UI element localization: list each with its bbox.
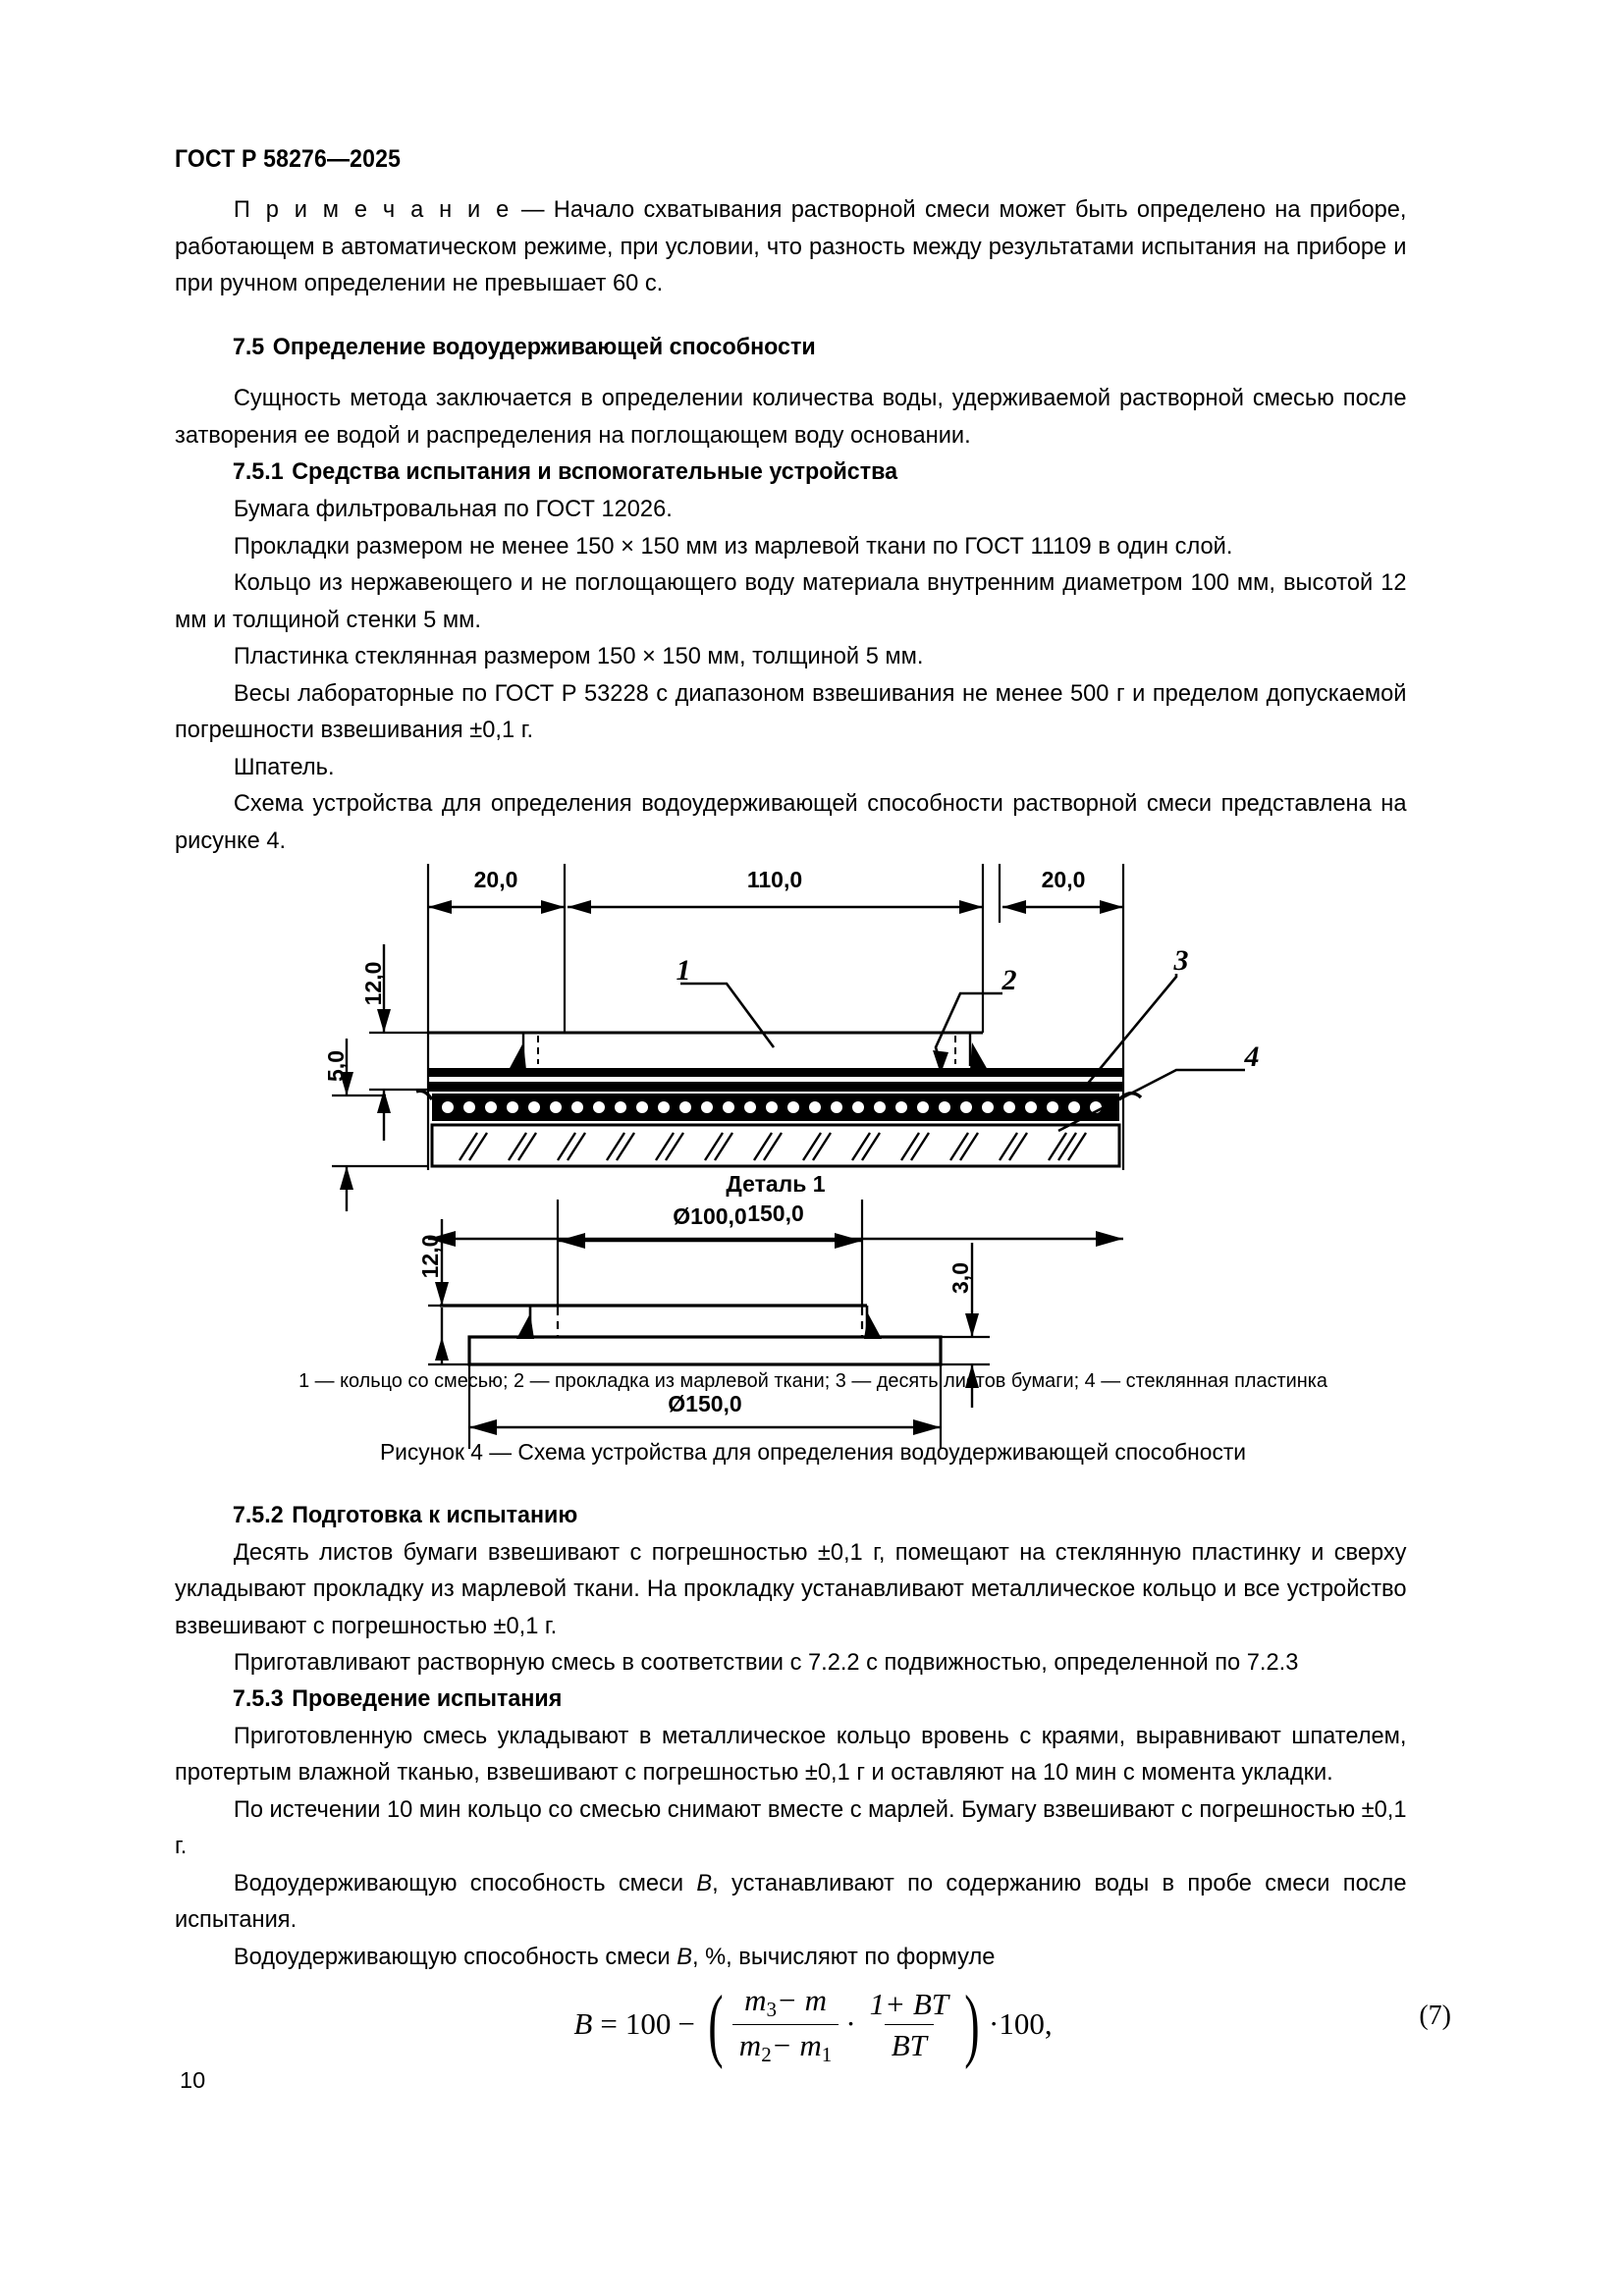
callout-4: 4 [1244,1041,1260,1073]
section-752-number: 7.5.2 [232,1502,284,1528]
section-751-number: 7.5.1 [232,458,284,485]
section-753-para-1: Приготовленную смесь укладывают в металлическое кольцо вровень с краями, выравнивают шпателем, протертым влажной тканью, взвешивают с погрешностью ±0,1 г и оставляют на 10 мин с момента укладки. [175,1722,1407,1786]
glass-plate [432,1125,1119,1166]
detail-arrow-150-right [913,1419,941,1435]
section-75-title: Определение водоудерживающей способности [272,334,816,360]
section-752-block [175,1497,1451,1682]
gauze-layer-2 [428,1082,1123,1092]
section-75-block [175,329,1451,366]
equation-number: (7) [1419,2001,1451,2031]
arrow-left-3 [1002,900,1026,914]
arrow-12-up [377,1090,391,1113]
formula-paren-close: ) [964,1978,980,2070]
arrow-left-1 [428,900,452,914]
formula-fraction-1 [732,1983,839,2067]
section-752-para-1: Десять листов бумаги взвешивают с погрешностью ±0,1 г, помещают на стеклянную пластинку и сверху укладывают прокладку из марлевой ткани. На прокладку устанавливают металлическое кольцо и все устройство взвешивают с погрешностью ±0,1 г. [175,1538,1407,1639]
section-753-title: Проведение испытания [292,1685,563,1712]
equipment-item-paper: Бумага фильтровальная по ГОСТ 12026. [233,496,673,522]
note-text: Начало схватывания растворной смеси может быть определено на приборе, работающем в автоматическом режиме, при условии, что разность между результатами испытания на приборе и при ручном определении не превышает 60 с. [175,196,1407,296]
fraction-1-denominator [732,2024,839,2067]
section-753-number: 7.5.3 [232,1685,284,1712]
formula-7 [175,1978,1451,2070]
num1-subscript: 3 [766,1998,777,2021]
formula-equals: = [600,2006,618,2041]
gauze-layer [428,1068,1123,1077]
detail-arrow-150-left [469,1419,497,1435]
equipment-item-spatula: Шпатель. [233,753,335,780]
section-753-para-2: По истечении 10 мин кольцо со смесью снимают вместе с марлей. Бумагу взвешивают с погрешностью ±0,1 г. [175,1795,1407,1859]
num1-m: m [744,1983,767,2018]
para4-post: , %, вычисляют по формуле [691,1943,996,1970]
section-753-para-4 [175,1939,1407,1976]
callout-1: 1 [676,954,691,987]
den1-m: m [738,2028,762,2062]
formula-lhs: B [573,2006,593,2041]
section-753-para-3 [175,1865,1407,1939]
arrow-150-right [1096,1231,1123,1247]
leader-line-3 [1086,974,1176,1086]
section-751-items [175,491,1451,859]
formula-tail: ·100, [989,2006,1053,2041]
detail-arrow-100-left [558,1233,585,1249]
fraction-1-numerator [737,1983,834,2024]
arrow-right-3 [1100,900,1123,914]
formula-row [175,1978,1451,2070]
formula-minus: − [677,2006,695,2041]
callout-3: 3 [1173,944,1189,977]
section-75-intro-block [175,380,1451,454]
equipment-item-ring: Кольцо из нержавеющего и не поглощающего воду материала внутренним диаметром 100 мм, высотой 12 мм и толщиной стенки 5 мм. [175,569,1407,633]
para3-pre: Водоудерживающую способность смеси [233,1869,697,1896]
num2-text: 1+ BT [869,1987,949,2021]
dim-label-110: 110,0 [746,867,803,892]
dim-label-height-12: 12,0 [360,961,386,1006]
note-label: П р и м е ч а н и е [233,196,513,223]
den1-subscript-2: 1 [821,2042,833,2066]
section-751-heading [175,454,1387,491]
section-752-title: Подготовка к испытанию [292,1502,578,1528]
section-75-heading [175,329,1387,366]
page-header-standard-number: ГОСТ Р 58276—2025 [175,145,402,173]
arrow-12-down [377,1009,391,1033]
detail-dim-inner-dia: Ø100,0 [673,1203,747,1229]
section-75-intro: Сущность метода заключается в определении количества воды, удерживаемой растворной смесью после затворения ее водой и распределения на поглощающем воду основании. [175,385,1407,449]
arrow-5-up [340,1166,353,1190]
detail-dim-thickness-3: 3,0 [947,1262,973,1294]
detail-dim-outer-dia: Ø150,0 [668,1391,742,1416]
section-75-number: 7.5 [232,334,265,360]
detail-dim-height-12: 12,0 [417,1234,443,1279]
formula-dot: · [845,2006,856,2041]
leader-line-1 [680,984,774,1047]
equipment-item-scales: Весы лабораторные по ГОСТ Р 53228 с диапазоном взвешивания не менее 500 г и пределом допускаемой погрешности взвешивания ±0,1 г. [175,679,1407,743]
section-753-heading [175,1681,1387,1718]
figure-4-caption: Рисунок 4 — Схема устройства для определения водоудерживающей способности [379,1439,1247,1465]
num1-rest: − m [777,1983,828,2018]
detail-arrow-12-up [435,1337,449,1361]
para3-variable: В [696,1869,713,1896]
detail-arrow-3-down [965,1313,979,1337]
dim-label-20-left: 20,0 [473,867,518,892]
paper-edge-curl-left [416,1091,432,1099]
glass-hatch [460,1133,1086,1160]
detail-arrow-100-right [835,1233,862,1249]
den1-subscript: 2 [761,2042,772,2066]
arrow-left-2 [568,900,591,914]
figure-4-legend: 1 — кольцо со смесью; 2 — прокладка из марлевой ткани; 3 — десять листов бумаги; 4 — стеклянная пластинка [298,1369,1327,1392]
arrow-right-2 [959,900,983,914]
section-751-title: Средства испытания и вспомогательные устройства [292,458,898,485]
note-paragraph [175,191,1407,302]
ring-right-fillet [970,1042,988,1070]
dim-label-20-right: 20,0 [1041,867,1086,892]
detail-flange [469,1337,941,1364]
fraction-2-numerator [863,1987,955,2024]
formula-const-100: 100 [624,2006,672,2041]
den1-rest: − m [771,2028,822,2062]
dim-label-150-total: 150,0 [747,1201,804,1226]
figure-reference-paragraph: Схема устройства для определения водоудерживающей способности растворной смеси представлена на рисунке 4. [175,790,1407,854]
callout-2: 2 [1001,964,1017,996]
equipment-item-gauze: Прокладки размером не менее 150 × 150 мм из марлевой ткани по ГОСТ 11109 в один слой. [233,532,1233,560]
note-dash: — [512,196,554,223]
fraction-2-denominator [885,2024,934,2063]
section-752-heading [175,1497,1387,1534]
para4-variable: В [677,1943,692,1970]
dim-label-height-5: 5,0 [323,1050,349,1082]
formula-fraction-2 [863,1987,955,2063]
section-752-para-2: Приготавливают растворную смесь в соответствии с 7.2.2 с подвижностью, определенной по 7.2.3 [233,1649,1299,1676]
para3-post: , устанавливают по содержанию воды в пробе смеси после испытания. [175,1869,1407,1933]
detail-title: Деталь 1 [726,1171,826,1197]
den2-text: BT [891,2028,927,2062]
section-753-block [175,1681,1451,1975]
note-block [175,191,1451,302]
ring-left-fillet [509,1042,526,1070]
para4-pre: Водоудерживающую способность смеси [233,1943,677,1970]
formula-paren-open: ( [708,1978,724,2070]
page-number: 10 [180,2067,206,2093]
section-751-block [175,454,1451,491]
detail-arrow-12-down [435,1282,449,1306]
arrow-right-1 [541,900,565,914]
equipment-item-glass-plate: Пластинка стеклянная размером 150 × 150 мм, толщиной 5 мм. [233,643,924,669]
